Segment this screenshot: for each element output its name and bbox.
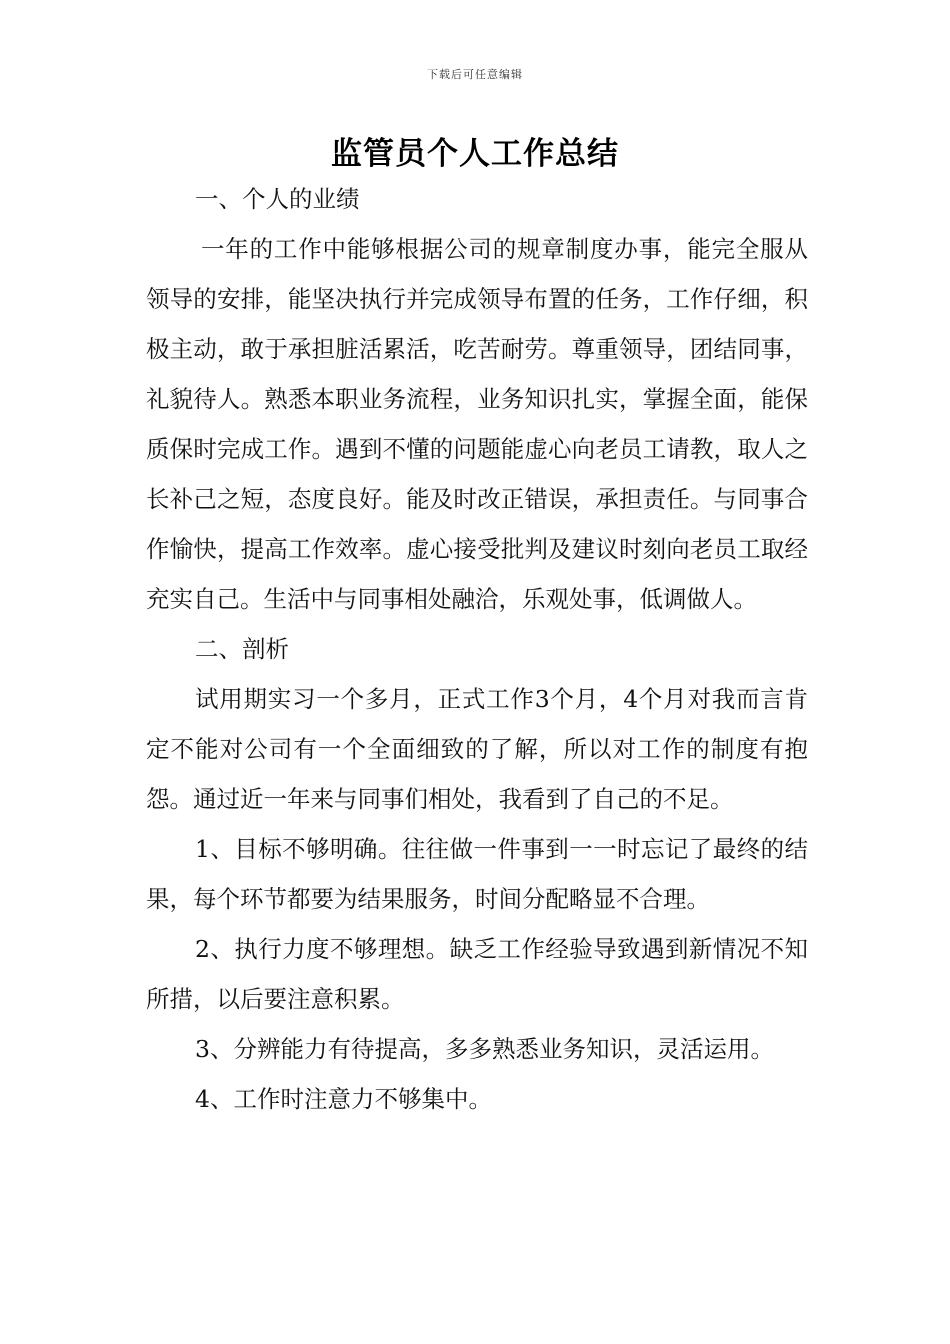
header-note: 下载后可任意编辑 [427,68,523,81]
document-title: 监管员个人工作总结 [331,136,619,172]
section-2-paragraph: 试用期实习一个多月，正式工作3个月，4个月对我而言肯定不能对公司有一个全面细致的了解，所以对工作的制度有抱怨。通过近一年来与同事们相处，我看到了自己的不足。 [146,685,808,813]
list-item-1: 1、目标不够明确。往往做一件事到一一时忘记了最终的结果，每个环节都要为结果服务，时间分配略显不合理。 [146,835,808,913]
section-1-paragraph: 一年的工作中能够根据公司的规章制度办事，能完全服从领导的安排，能坚决执行并完成领导布置的任务，工作仔细，积极主动，敢于承担脏活累活，吃苦耐劳。尊重领导，团结同事，礼貌待人。熟悉本职业务流程，业务知识扎实，掌握全面，能保质保时完成工作。遇到不懂的问题能虚心向老员工请教，取人之长补己之短，态度良好。能及时改正错误，承担责任。与同事合作愉快，提高工作效率。虚心接受批判及建议时刻向老员工取经充实自己。生活中与同事相处融洽，乐观处事，低调做人。 [146,235,808,613]
list-item-4: 4、工作时注意力不够集中。 [195,1085,492,1113]
document-body [146,174,808,1124]
list-item-3: 3、分辨能力有待提高，多多熟悉业务知识，灵活运用。 [195,1035,774,1063]
section-1-heading: 一、个人的业绩 [195,185,360,213]
section-2-heading: 二、剖析 [195,635,289,663]
list-item-2: 2、执行力度不够理想。缺乏工作经验导致遇到新情况不知所措，以后要注意积累。 [146,935,808,1013]
